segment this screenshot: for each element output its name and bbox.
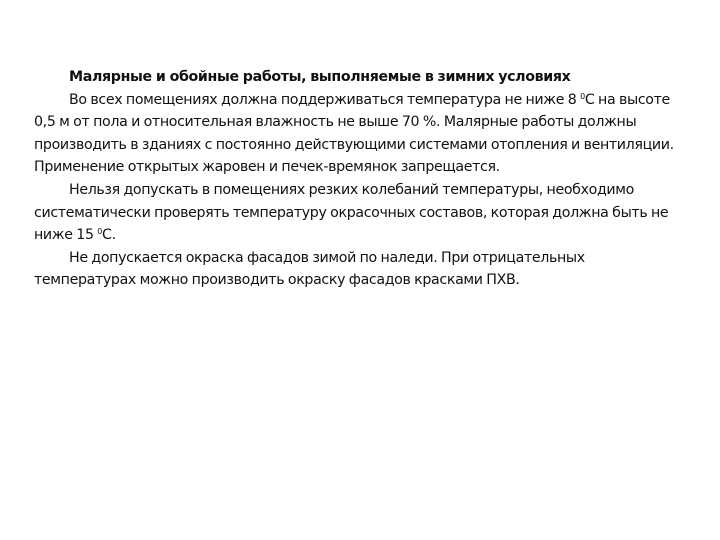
paragraph-temperature-humidity: [34, 89, 674, 179]
paragraph2-text-a: Нельзя допускать в помещениях резких колебаний температуры, необходимо систематически проверять температуру окрасочных составов, которая должна быть не ниже 15: [34, 181, 669, 244]
text-block: [34, 66, 674, 292]
paragraph2-text-b: С.: [102, 227, 116, 244]
paragraph-temperature-fluctuations: [34, 179, 674, 247]
degree-sign: 0: [580, 91, 585, 101]
paragraph1-text-b: С на высоте 0,5 м от пола и относительная влажность не выше 70 %. Малярные работы должны производить в зданиях с постоянно действующими системами отопления и вентиляции. Применение открытых жаровен и печек-времянок запрещается.: [34, 91, 674, 176]
paragraph1-text-a: Во всех помещениях должна поддерживаться температура не ниже 8: [69, 91, 581, 108]
heading: Малярные и обойные работы, выполняемые в зимних условиях: [69, 69, 571, 85]
paragraph-facade-painting: Не допускается окраска фасадов зимой по наледи. При отрицательных температурах можно производить окраску фасадов красками ПХВ.: [34, 249, 585, 289]
degree-sign: 0: [97, 227, 103, 237]
